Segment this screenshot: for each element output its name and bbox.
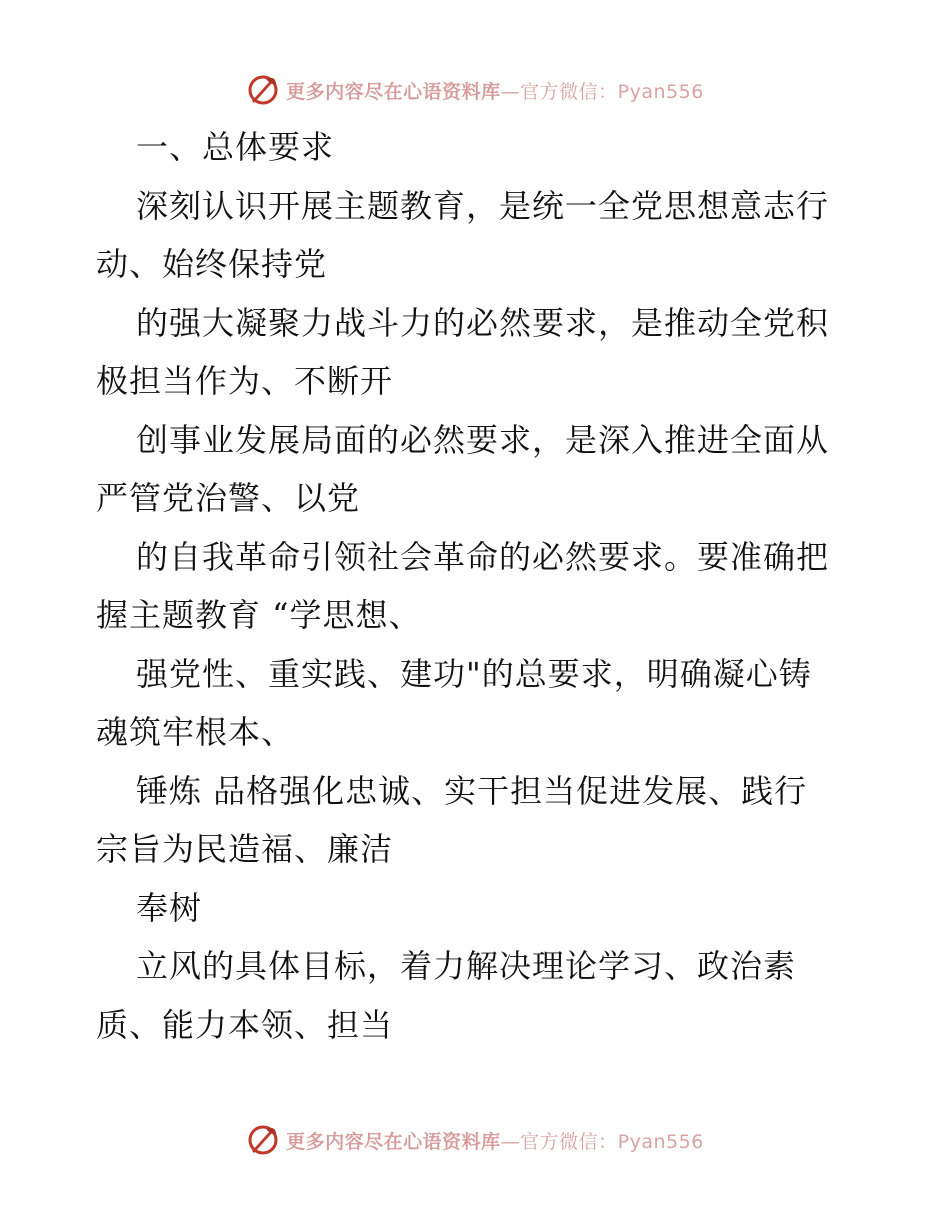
text-line: 宗旨为民造福、廉洁 <box>96 830 394 868</box>
watermark-contact: 官方微信：Pyan556 <box>520 80 704 103</box>
watermark-text <box>286 77 704 104</box>
text-line: 极担当作为、不断开 <box>96 362 394 400</box>
quill-pen-circle-icon <box>246 1123 280 1157</box>
header-watermark <box>0 70 950 110</box>
text-line: 强党性、重实践、建功"的总要求，明确凝心铸 <box>136 654 812 693</box>
text-line: 严管党治警、以党 <box>96 479 361 517</box>
text-line: 立风的具体目标，着力解决理论学习、政治素 <box>136 947 797 985</box>
watermark-text <box>286 1127 704 1154</box>
quill-pen-circle-icon <box>246 73 280 107</box>
text-line: 创事业发展局面的必然要求，是深入推进全面从 <box>136 420 830 459</box>
text-line: 一、总体要求 <box>136 128 335 166</box>
document-body <box>96 118 856 1054</box>
watermark-brand: 更多内容尽在心语资料库 <box>286 80 501 103</box>
watermark-brand: 更多内容尽在心语资料库 <box>286 1130 501 1153</box>
text-line: 的强大凝聚力战斗力的必然要求，是推动全党积 <box>136 303 830 342</box>
watermark-separator: — <box>500 80 521 103</box>
text-line: 质、能力本领、担当 <box>96 1005 394 1044</box>
watermark-separator: — <box>500 1130 521 1153</box>
text-line: 魂筑牢根本、 <box>96 713 295 751</box>
watermark-contact: 官方微信：Pyan556 <box>520 1130 704 1153</box>
footer-watermark <box>0 1120 950 1160</box>
text-line: 深刻认识开展主题教育，是统一全党思想意志行 <box>136 186 830 225</box>
text-line: 锤炼 品格强化忠诚、实干担当促进发展、践行 <box>136 771 808 810</box>
text-line: 握主题教育 “学思想、 <box>96 596 422 634</box>
text-line: 的自我革命引领社会革命的必然要求。要准确把 <box>136 537 830 576</box>
text-line: 动、始终保持党 <box>96 245 328 283</box>
text-line: 奉树 <box>136 888 203 927</box>
